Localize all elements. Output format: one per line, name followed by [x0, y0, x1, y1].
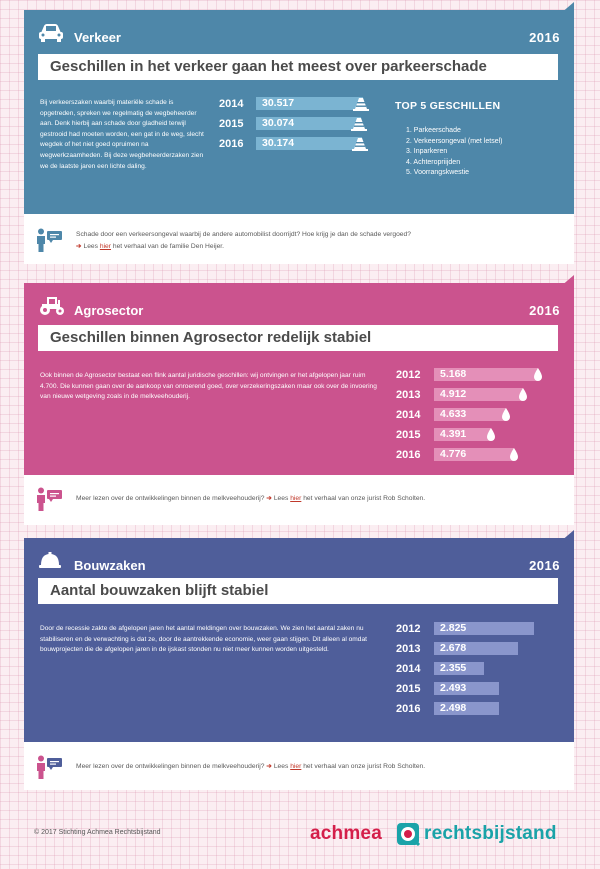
agro-footer [24, 475, 574, 525]
bar [256, 117, 361, 130]
top5-item: 2. Verkeersongeval (met letsel) [406, 137, 503, 145]
top5-item: 3. Inparkeren [406, 148, 448, 156]
top5-list [406, 126, 503, 179]
top5-item: 1. Parkeerschade [406, 127, 461, 134]
agro-paragraph: Ook binnen de Agrosector bestaat een flink aantal juridische geschillen: wij ontvingen er het afgelopen jaar ruim 4.700. Die kunnen gaan over de aankoop van onroerend goed, over verzekeringszaken maar ook over de invoering van nieuwe wetgeving zoals in de melkveehouderij. [40, 372, 377, 401]
traffic-cone-icon [352, 137, 368, 156]
bar-value-label: 2.678 [440, 642, 467, 654]
car-icon [38, 23, 64, 48]
bouw-footer-line [76, 762, 425, 770]
bouw-headline: Aantal bouwzaken blijft stabiel [38, 578, 558, 604]
hardhat-icon [38, 551, 62, 576]
bar-value-label: 30.517 [262, 97, 295, 109]
agro-hier-link[interactable]: hier [290, 495, 302, 502]
bar [434, 662, 484, 675]
bouw-hier-link[interactable]: hier [290, 763, 302, 770]
bar-category-label: 2012 [396, 623, 421, 635]
verkeer-corner-tab [560, 2, 574, 14]
logo-mark-icon [395, 821, 421, 854]
verkeer-paragraph: Bij verkeerszaken waarbij materiële schade is opgetreden, spreken we regelmatig de wegbeheerder aan. Denk hierbij aan schade door gladheid terwijl gestrooid had moeten worden, een gat in de weg, slecht wegdek of het niet goed opruimen na wegwerkzaamheden. Bij deze wegbeheerderzaken zien we de laatste jaren een lichte daling. [40, 99, 204, 170]
bar-value-label: 4.912 [440, 388, 467, 400]
bar-category-label: 2012 [396, 369, 421, 381]
agro-footer-text: Meer lezen over de ontwikkelingen binnen de melkveehouderij? [76, 495, 265, 502]
bar-category-label: 2015 [396, 429, 421, 441]
traffic-cone-icon [353, 97, 369, 116]
bar-value-label: 5.168 [440, 368, 467, 380]
bar-value-label: 4.391 [440, 428, 467, 440]
verkeer-footer-text: Schade door een verkeersongeval waarbij de andere automobilist doorrijdt? Hoe krijg je dan de schade vergoed? [76, 231, 411, 238]
top5-item: 4. Achteropriijden [406, 158, 461, 166]
bar-category-label: 2013 [396, 389, 421, 401]
bouw-footer-text: Meer lezen over de ontwikkelingen binnen de melkveehouderij? [76, 763, 265, 770]
link-prefix: Lees [273, 763, 289, 770]
bar-value-label: 30.174 [262, 137, 295, 149]
top5-title: TOP 5 GESCHILLEN [395, 100, 501, 112]
bouw-corner-tab [560, 530, 574, 542]
bouw-paragraph: Door de recessie zakte de afgelopen jaren het aantal meldingen over bouwzaken. We zien het aantal zaken nu stabiliseren en de verwachting is dat ze, door de aantrekkende economie, weer gaan stijgen. Dit alleen al omdat bouwprojecten die de afgelopen jaren in de ijskast stonden nu niet meer kunnen worden uitgesteld. [40, 625, 367, 654]
verkeer-footer-link-line [76, 242, 224, 250]
top5-item: 5. Voorrangskwestie [406, 169, 470, 177]
person-icon [36, 487, 64, 516]
logo-text-rechtsbijstand: rechtsbijstand [424, 823, 557, 844]
milk-drop-icon [518, 388, 528, 407]
bar-category-label: 2014 [396, 409, 421, 421]
link-prefix: Lees [273, 495, 289, 502]
bar [434, 408, 506, 421]
agro-year: 2016 [529, 303, 560, 318]
bouw-title: Bouwzaken [74, 558, 146, 573]
bar [434, 368, 538, 381]
verkeer-hier-link[interactable]: hier [99, 243, 111, 250]
bar [434, 448, 514, 461]
bar-category-label: 2014 [219, 98, 244, 110]
agro-panel [24, 283, 574, 475]
link-prefix: Lees [83, 243, 98, 250]
arrow-right-icon: ➔ [76, 243, 82, 250]
milk-drop-icon [486, 428, 496, 447]
verkeer-year: 2016 [529, 30, 560, 45]
bar [256, 137, 362, 150]
bar [434, 682, 499, 695]
logo-text-achmea: achmea [310, 823, 382, 844]
tractor-icon [38, 296, 66, 321]
bar-category-label: 2015 [219, 118, 244, 130]
bar-value-label: 4.776 [440, 448, 467, 460]
agro-title: Agrosector [74, 303, 144, 318]
bar [434, 642, 518, 655]
agro-headline: Geschillen binnen Agrosector redelijk stabiel [38, 325, 558, 351]
milk-drop-icon [533, 368, 543, 387]
bar-category-label: 2014 [396, 663, 421, 675]
bar-value-label: 2.825 [440, 622, 467, 634]
arrow-right-icon: ➔ [266, 495, 272, 502]
bar-value-label: 4.633 [440, 408, 467, 420]
bouw-year: 2016 [529, 558, 560, 573]
traffic-cone-icon [351, 117, 367, 136]
person-icon [36, 755, 64, 784]
person-icon [36, 228, 64, 257]
arrow-right-icon: ➔ [266, 763, 272, 770]
milk-drop-icon [509, 448, 519, 467]
verkeer-footer [24, 214, 574, 264]
bar-value-label: 2.355 [440, 662, 467, 674]
link-suffix: het verhaal van onze jurist Rob Scholten. [303, 495, 426, 502]
bar [434, 388, 523, 401]
bar-value-label: 2.498 [440, 702, 467, 714]
agro-corner-tab [560, 275, 574, 287]
bar-category-label: 2016 [219, 138, 244, 150]
bar-value-label: 2.493 [440, 682, 467, 694]
copyright: © 2017 Stichting Achmea Rechtsbijstand [34, 829, 161, 836]
verkeer-headline: Geschillen in het verkeer gaan het meest over parkeerschade [38, 54, 558, 80]
bar [256, 97, 363, 110]
bar-category-label: 2013 [396, 643, 421, 655]
bar-category-label: 2015 [396, 683, 421, 695]
bouw-panel [24, 538, 574, 742]
link-suffix: het verhaal van onze jurist Rob Scholten. [303, 763, 426, 770]
bar [434, 622, 534, 635]
bar [434, 428, 491, 441]
bar-category-label: 2016 [396, 703, 421, 715]
bar-value-label: 30.074 [262, 117, 295, 129]
link-suffix: het verhaal van de familie Den Heijer. [112, 243, 225, 250]
verkeer-title: Verkeer [74, 30, 121, 45]
agro-footer-line [76, 494, 425, 502]
bar [434, 702, 499, 715]
milk-drop-icon [501, 408, 511, 427]
bar-category-label: 2016 [396, 449, 421, 461]
verkeer-panel [24, 10, 574, 214]
bouw-footer [24, 742, 574, 790]
